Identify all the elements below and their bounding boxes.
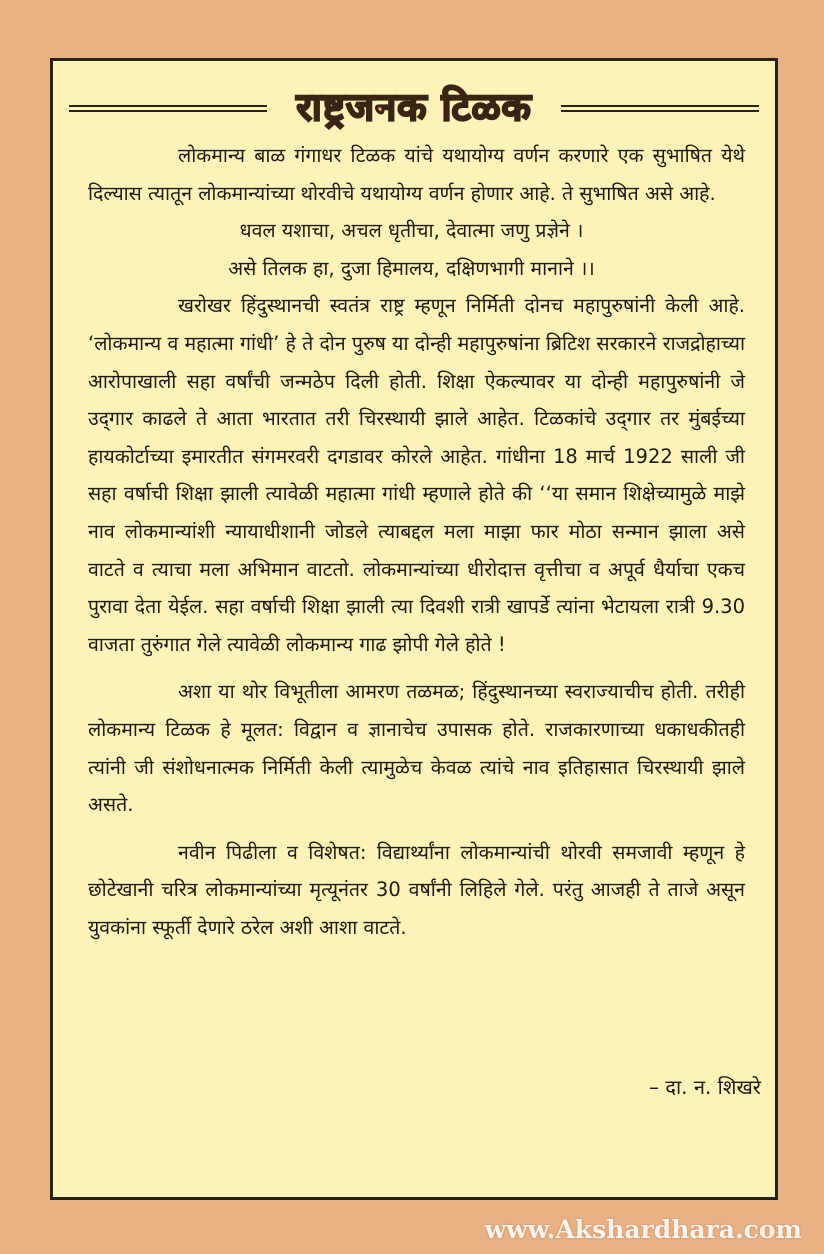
watermark: www.Akshardhara.com xyxy=(484,1215,802,1244)
title-rule-left xyxy=(69,105,267,112)
paragraph-scholar: अशा या थोर विभूतीला आमरण तळमळ; हिंदुस्थानच्या स्वराज्याचीच होती. तरीही लोकमान्य टिळक हे मूलत: विद्वान व ज्ञानाचेच उपासक होते. राजकारणाच्या धकाधकीतही त्यांनी जी संशोधनात्मक निर्मिती केली त्यामुळेच केवळ त्यांचे नाव इतिहासात चिरस्थायी झाले असते. xyxy=(88,680,745,817)
title-rule-right xyxy=(561,105,759,112)
text-panel xyxy=(50,58,778,1200)
verse-line-1: धवल यशाचा, अचल धृतीचा, देवात्मा जणु प्रज्ञेने । xyxy=(239,219,584,243)
page-title: राष्ट्रजनक टिळक xyxy=(296,85,532,129)
paragraph-intro: लोकमान्य बाळ गंगाधर टिळक यांचे यथायोग्य वर्णन करणारे एक सुभाषित येथे दिल्यास त्यातून लोकमान्यांच्या थोरवीचे यथायोग्य वर्णन होणार आहे. ते सुभाषित असे आहे. xyxy=(88,144,745,205)
title-bar xyxy=(53,77,775,135)
paragraph-purpose: नवीन पिढीला व विशेषत: विद्यार्थ्यांना लोकमान्यांची थोरवी समजावी म्हणून हे छोटेखानी चरित्र लोकमान्यांच्या मृत्यूनंतर 30 वर्षांनी लिहिले गेले. परंतु आजही ते ताजे असून युवकांना स्फूर्ती देणारे ठरेल अशी आशा वाटते. xyxy=(88,840,745,939)
paragraph-history: खरोखर हिंदुस्थानची स्वतंत्र राष्ट्र म्हणून निर्मिती दोनच महापुरुषांनी केली आहे. ‘लोकमान्य व महात्मा गांधी’ हे ते दोन पुरुष या दोन्ही महापुरुषांना ब्रिटिश सरकारने राजद्रोहाच्या आरोपाखाली सहा वर्षांची जन्मठेप दिली होती. शिक्षा ऐकल्यावर या दोन्ही महापुरुषांनी जे उद्‍गार काढले ते आता भारतात तरी चिरस्थायी झाले आहेत. टिळकांचे उद्‍गार तर मुंबईच्या हायकोर्टाच्या इमारतीत संगमरवरी दगडावर कोरले आहेत. गांधीना 18 मार्च 1922 साली जी सहा वर्षाची शिक्षा झाली त्यावेळी महात्मा गांधी म्हणाले होते की ‘‘या समान शिक्षेच्यामुळे माझे नाव लोकमान्यांशी न्यायाधीशानी जोडले त्याबद्दल मला माझा फार मोठा सन्मान झाला असे वाटते व त्याचा मला अभिमान वाटतो. लोकमान्यांच्या धीरोदात्त वृत्तीचा व अपूर्व धैर्याचा एकच पुरावा देता येईल. सहा वर्षाची शिक्षा झाली त्या दिवशी रात्री खापर्डे त्यांना भेटायला रात्री 9.30 वाजता तुरुंगात गेले त्यावेळी लोकमान्य गाढ झोपी गेले होते ! xyxy=(88,294,745,656)
author-signature: – दा. न. शिखरे xyxy=(648,1075,761,1099)
verse-line-2: असे तिलक हा, दुजा हिमालय, दक्षिणभागी मानाने ।। xyxy=(228,256,595,280)
body-text xyxy=(88,137,745,946)
